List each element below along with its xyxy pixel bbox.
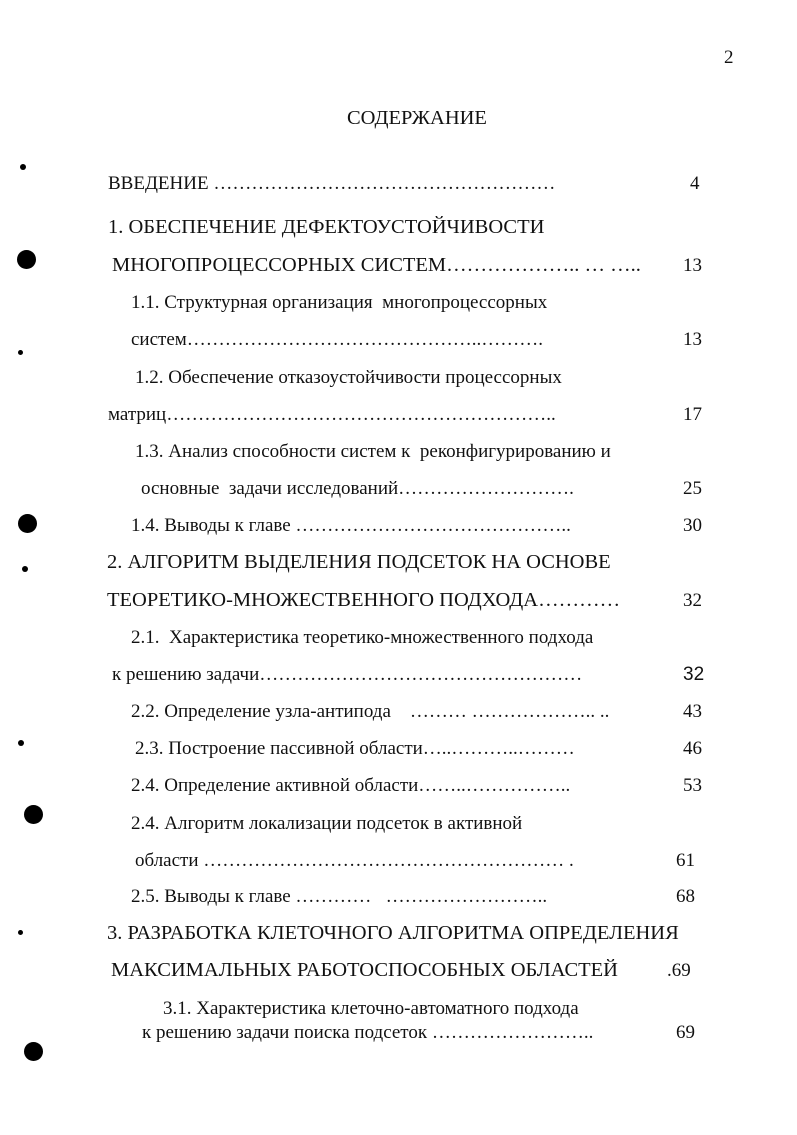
margin-mark bbox=[18, 930, 23, 935]
toc-page-ch2: 32 bbox=[683, 590, 702, 611]
page-number: 2 bbox=[724, 47, 734, 68]
toc-page-1-4: 30 bbox=[683, 515, 702, 536]
toc-entry-2-1-cont: к решению задачи…………………………………………… bbox=[112, 664, 583, 685]
toc-entry-1-1-cont: систем………………………………………..………. bbox=[131, 329, 544, 350]
toc-entry-2-4: 2.4. Определение активной области……..…………….. bbox=[131, 775, 571, 796]
margin-mark bbox=[18, 350, 23, 355]
toc-chapter-3-title: 3. РАЗРАБОТКА КЛЕТОЧНОГО АЛГОРИТМА ОПРЕДЕЛЕНИЯ bbox=[107, 922, 679, 944]
toc-chapter-3-title-cont: МАКСИМАЛЬНЫХ РАБОТОСПОСОБНЫХ ОБЛАСТЕЙ bbox=[111, 959, 618, 981]
toc-entry-3-1-cont: к решению задачи поиска подсеток …………………….. bbox=[142, 1022, 594, 1043]
toc-page-2-3: 46 bbox=[683, 738, 702, 759]
toc-page-1-1: 13 bbox=[683, 329, 702, 350]
toc-entry-2-5: 2.5. Выводы к главе ………… …………………….. bbox=[131, 886, 548, 907]
toc-page-2-4: 53 bbox=[683, 775, 702, 796]
binder-hole bbox=[18, 514, 37, 533]
binder-hole bbox=[17, 250, 36, 269]
toc-page-ch3: .69 bbox=[667, 960, 691, 981]
toc-entry-1-2: 1.2. Обеспечение отказоустойчивости процессорных bbox=[135, 367, 562, 388]
toc-page-1-3: 25 bbox=[683, 478, 702, 499]
toc-entry-3-1: 3.1. Характеристика клеточно-автоматного подхода bbox=[163, 998, 579, 1019]
toc-entry-1-3: 1.3. Анализ способности систем к реконфигурированию и bbox=[135, 441, 611, 462]
toc-entry-2-3: 2.3. Построение пассивной области…..………..……… bbox=[135, 738, 575, 759]
toc-entry-2-4b: 2.4. Алгоритм локализации подсеток в активной bbox=[131, 813, 523, 834]
toc-page-1-2: 17 bbox=[683, 404, 702, 425]
toc-page-ch1: 13 bbox=[683, 255, 702, 276]
toc-page-2-2: 43 bbox=[683, 701, 702, 722]
binder-hole bbox=[24, 1042, 43, 1061]
toc-entry-1-3-cont: основные задачи исследований………………………. bbox=[141, 478, 574, 499]
toc-page-2-5: 68 bbox=[676, 886, 695, 907]
toc-entry-2-4b-cont: области ………………………………………………… . bbox=[135, 850, 574, 871]
page-title: СОДЕРЖАНИЕ bbox=[347, 107, 487, 129]
toc-page-2-4b: 61 bbox=[676, 850, 695, 871]
toc-entry-intro: ВВЕДЕНИЕ ……………………………………………… bbox=[108, 173, 556, 194]
toc-entry-1-4: 1.4. Выводы к главе …………………………………….. bbox=[131, 515, 571, 536]
toc-chapter-2-title-cont: ТЕОРЕТИКО-МНОЖЕСТВЕННОГО ПОДХОДА………… bbox=[107, 589, 621, 611]
toc-chapter-1-title: 1. ОБЕСПЕЧЕНИЕ ДЕФЕКТОУСТОЙЧИВОСТИ bbox=[108, 216, 545, 238]
toc-entry-1-2-cont: матриц…………………………………………………….. bbox=[108, 404, 556, 425]
toc-page-2-1: 32 bbox=[683, 664, 705, 685]
toc-entry-2-2: 2.2. Определение узла-антипода ……… ……………….. .. bbox=[131, 701, 610, 722]
toc-chapter-1-title-cont: МНОГОПРОЦЕССОРНЫХ СИСТЕМ……………….. … ….. bbox=[112, 254, 641, 276]
binder-hole bbox=[24, 805, 43, 824]
toc-entry-1-1: 1.1. Структурная организация многопроцессорных bbox=[131, 292, 548, 313]
toc-page-intro: 4 bbox=[690, 173, 700, 194]
margin-mark bbox=[18, 740, 24, 746]
toc-entry-2-1: 2.1. Характеристика теоретико-множественного подхода bbox=[131, 627, 594, 648]
margin-mark bbox=[20, 164, 26, 170]
toc-page-3-1: 69 bbox=[676, 1022, 695, 1043]
margin-mark bbox=[22, 566, 28, 572]
toc-chapter-2-title: 2. АЛГОРИТМ ВЫДЕЛЕНИЯ ПОДСЕТОК НА ОСНОВЕ bbox=[107, 551, 611, 573]
